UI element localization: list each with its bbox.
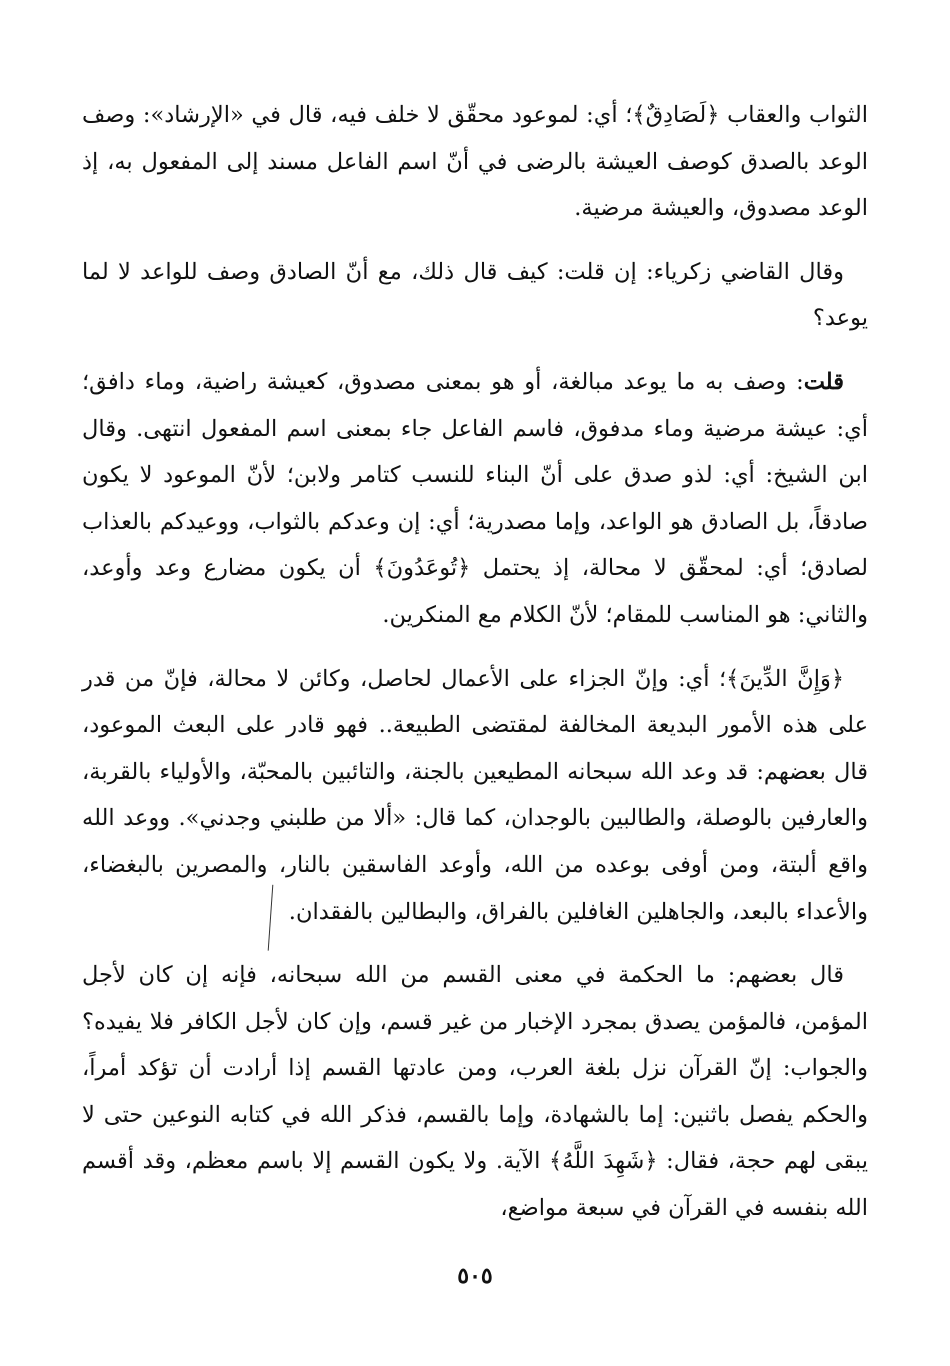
paragraph-2-text: وقال القاضي زكرياء: إن قلت: كيف قال ذلك، مع أنّ الصادق وصف للواعد لا لما يوعد؟ [82, 258, 868, 332]
page-body [82, 92, 868, 1249]
paragraph-3-text: : وصف به ما يوعد مبالغة، أو هو بمعنى مصدوق، كعيشة راضية، وماء دافق؛ أي: عيشة مرضية وماء مدفوق، فاسم الفاعل جاء بمعنى اسم المفعول انتهى. وقال ابن الشيخ: أي: لذو صدق على أنّ البناء للنسب كتامر ولابن؛ لأنّ الموعود لا يكون صادقاً، بل الصادق هو الواعد، وإما مصدرية؛ أي: إن وعدكم بالثواب، ووعيدكم بالعذاب لصادق؛ أي: لمحقّق لا محالة، إذ يحتمل ﴿تُوعَدُونَ﴾ أن يكون مضارع وعد وأوعد، والثاني: هو المناسب للمقام؛ لأنّ الكلام مع المنكرين. [82, 368, 868, 628]
page-number: ٥٠٥ [457, 1263, 493, 1289]
paragraph-4 [82, 656, 868, 936]
paragraph-4-text: ﴿وَإِنَّ الدِّينَ﴾؛ أي: وإنّ الجزاء على الأعمال لحاصل، وكائن لا محالة، فإنّ من قدر على هذه الأمور البديعة المخالفة لمقتضى الطبيعة.. فهو قادر على البعث الموعود، قال بعضهم: قد وعد الله سبحانه المطيعين بالجنة، والتائبين بالمحبّة، والأولياء بالقربة، والعارفين بالوصلة، والطالبين بالوجدان، كما قال: «ألا من طلبني وجدني». ووعد الله واقع ألبتة، ومن أوفى بوعده من الله، وأوعد الفاسقين بالنار، والمصرين بالبغضاء، والأعداء بالبعد، والجاهلين الغافلين بالفراق، والبطالين بالفقدان. [82, 665, 868, 925]
paragraph-3 [82, 359, 868, 639]
paragraph-5-text: قال بعضهم: ما الحكمة في معنى القسم من الله سبحانه، فإنه إن كان لأجل المؤمن، فالمؤمن يصدق بمجرد الإخبار من غير قسم، وإن كان لأجل الكافر فلا يفيده؟ والجواب: إنّ القرآن نزل بلغة العرب، ومن عادتها القسم إذا أرادت أن تؤكد أمراً، والحكم يفصل باثنين: إما بالشهادة، وإما بالقسم، فذكر الله في كتابه النوعين حتى لا يبقى لهم حجة، فقال: ﴿شَهِدَ اللَّهُ﴾ الآية. ولا يكون القسم إلا باسم معظم، وقد أقسم الله بنفسه في القرآن في سبعة مواضع، [82, 962, 868, 1222]
paragraph-3-lead: قلت [803, 368, 844, 395]
paragraph-2 [82, 249, 868, 342]
paragraph-1 [82, 92, 868, 232]
paragraph-5 [82, 952, 868, 1232]
paragraph-1-text: الثواب والعقاب ﴿لَصَادِقٌ﴾؛ أي: لموعود محقّق لا خلف فيه، قال في «الإرشاد»: وصف الوعد بالصدق كوصف العيشة بالرضى في أنّ اسم الفاعل مسند إلى المفعول به، إذ الوعد مصدوق، والعيشة مرضية. [82, 102, 868, 222]
